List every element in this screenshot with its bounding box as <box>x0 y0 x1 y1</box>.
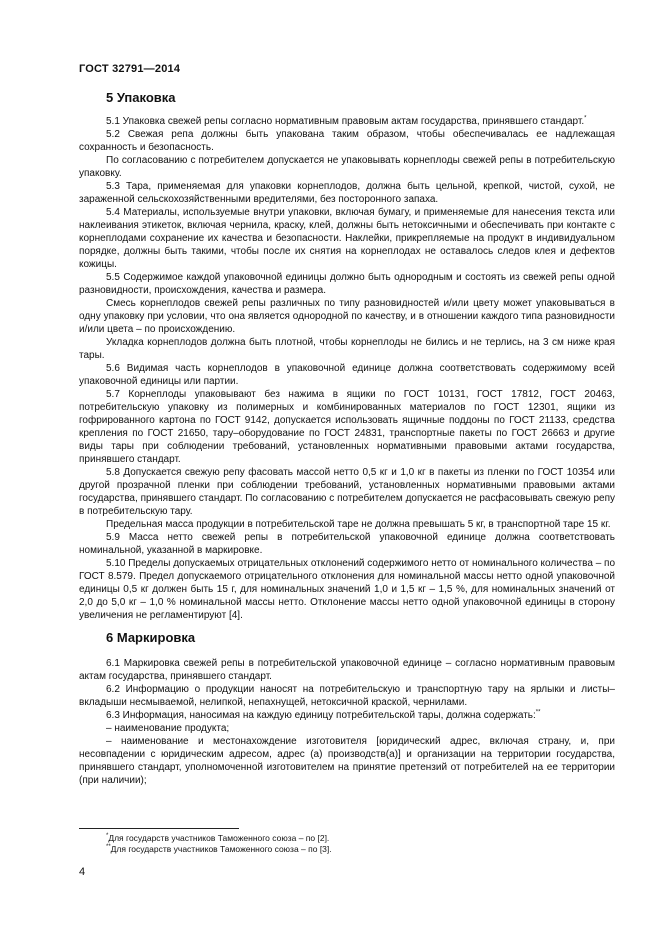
footnote-mark: * <box>584 115 587 122</box>
paragraph: 5.8 Допускается свежую репу фасовать массой нетто 0,5 кг и 1,0 кг в пакеты из пленки по ГОСТ 10354 или другой прозрачной пленки при соблюдении требований, установленных нормативными правовыми актами государства, принявшего стандарт. По согласованию с потребителем допускается не расфасовывать свежую репу в потребительскую тару. <box>79 467 615 517</box>
list-item: – наименование продукта; <box>106 723 230 734</box>
document-header: ГОСТ 32791—2014 <box>79 63 181 75</box>
paragraph: 5.7 Корнеплоды упаковывают без нажима в ящики по ГОСТ 10131, ГОСТ 17812, ГОСТ 20463, потребительскую упаковку из полимерных и комбинированных материалов по ГОСТ 12301, ящики из гофрированного картона по ГОСТ 9142, допускается использовать ящичные поддоны по ГОСТ 21133, средства крепления по ГОСТ 21650, тару–оборудование по ГОСТ 24831, транспортные пакеты по ГОСТ 26663 и другие виды тары при соблюдении требований, установленных нормативными правовыми актами государства, принявшего стандарт. <box>79 389 615 465</box>
paragraph: 5.1 Упаковка свежей репы согласно нормативным правовым актам государства, принявшего стандарт.* <box>106 115 587 127</box>
paragraph: Смесь корнеплодов свежей репы различных по типу разновидностей и/или цвету может упаковываться в одну упаковку при условии, что она является однородной по качеству, и в отношении каждого типа разновидности и/или цвета – по происхождению. <box>79 298 615 335</box>
section-title-packaging: 5 Упаковка <box>106 90 176 105</box>
paragraph: 6.1 Маркировка свежей репы в потребительской упаковочной единице – согласно нормативным правовым актам государства, принявшего стандарт. <box>79 658 615 682</box>
paragraph: 5.6 Видимая часть корнеплодов в упаковочной единице должна соответствовать содержимому всей упаковочной единицы или партии. <box>79 363 615 387</box>
footnote-mark: ** <box>535 709 541 716</box>
footnote: **Для государств участников Таможенного союза – по [3]. <box>106 844 332 854</box>
section-title-marking: 6 Маркировка <box>106 630 196 645</box>
footnote: *Для государств участников Таможенного союза – по [2]. <box>106 833 330 843</box>
paragraph: Укладка корнеплодов должна быть плотной, чтобы корнеплоды не бились и не терлись, на 3 см ниже края тары. <box>79 337 615 361</box>
paragraph: По согласованию с потребителем допускается не упаковывать корнеплоды свежей репы в потребительскую упаковку. <box>79 155 615 179</box>
paragraph: 5.3 Тара, применяемая для упаковки корнеплодов, должна быть цельной, крепкой, чистой, сухой, не зараженной сельскохозяйственными вредителями, без посторонного запаха. <box>79 181 615 205</box>
paragraph: 5.9 Масса нетто свежей репы в потребительской упаковочной единице должна соответствовать номинальной, указанной в маркировке. <box>79 532 615 556</box>
paragraph: 5.2 Свежая репа должны быть упакована таким образом, чтобы обеспечивалась ее надлежащая сохранность и безопасность. <box>79 129 615 153</box>
paragraph: Предельная масса продукции в потребительской таре не должна превышать 5 кг, в транспортной таре 15 кг. <box>106 519 611 530</box>
footnote-divider <box>79 828 239 829</box>
document-body <box>79 88 615 787</box>
page-number: 4 <box>79 866 86 878</box>
paragraph: 5.5 Содержимое каждой упаковочной единицы должно быть однородным и состоять из свежей репы одной разновидности, происхождения, качества и размера. <box>79 272 615 296</box>
list-item: – наименование и местонахождение изготовителя [юридический адрес, включая страну, и, при несовпадении с юридическим адресом, адрес (а) производств(а)] и организации на территории государства, принявшего стандарт, уполномоченной изготовителем на принятие претензий от потребителей на ее территории (при наличии); <box>79 736 615 786</box>
footnotes <box>106 833 606 855</box>
paragraph: 6.3 Информация, наносимая на каждую единицу потребительской тары, должна содержать:** <box>106 709 541 721</box>
paragraph: 6.2 Информацию о продукции наносят на потребительскую и транспортную тару на ярлыки и листы–вкладыши несмываемой, нелипкой, непахнущей, нетоксичной краской, чернилами. <box>79 684 615 708</box>
paragraph: 5.10 Пределы допускаемых отрицательных отклонений содержимого нетто от номинального количества – по ГОСТ 8.579. Предел допускаемого отрицательного отклонения для номинальной массы нетто одной упаковочной единицы 0,5 кг должен быть 15 г, для номинальных значений 1,0 и 1,5 кг – 1,5 %, для номинальных значений от 2,0 до 5,0 кг – 1,0 % номинальной массы нетто. Отклонение массы нетто одной упаковочной единицы в сторону увеличения не регламентируют [4]. <box>79 558 616 621</box>
paragraph: 5.4 Материалы, используемые внутри упаковки, включая бумагу, и применяемые для нанесения текста или наклеивания этикеток, включая чернила, краску, клей, должны быть нетоксичными и обеспечивать при контакте с корнеплодами сохранение их качества и безопасности. Наклейки, прикрепляемые на продукт в индивидуальном порядке, должны быть такими, чтобы после их снятия на корнеплодах не оставалось следов клея и дефектов кожицы. <box>79 207 615 270</box>
